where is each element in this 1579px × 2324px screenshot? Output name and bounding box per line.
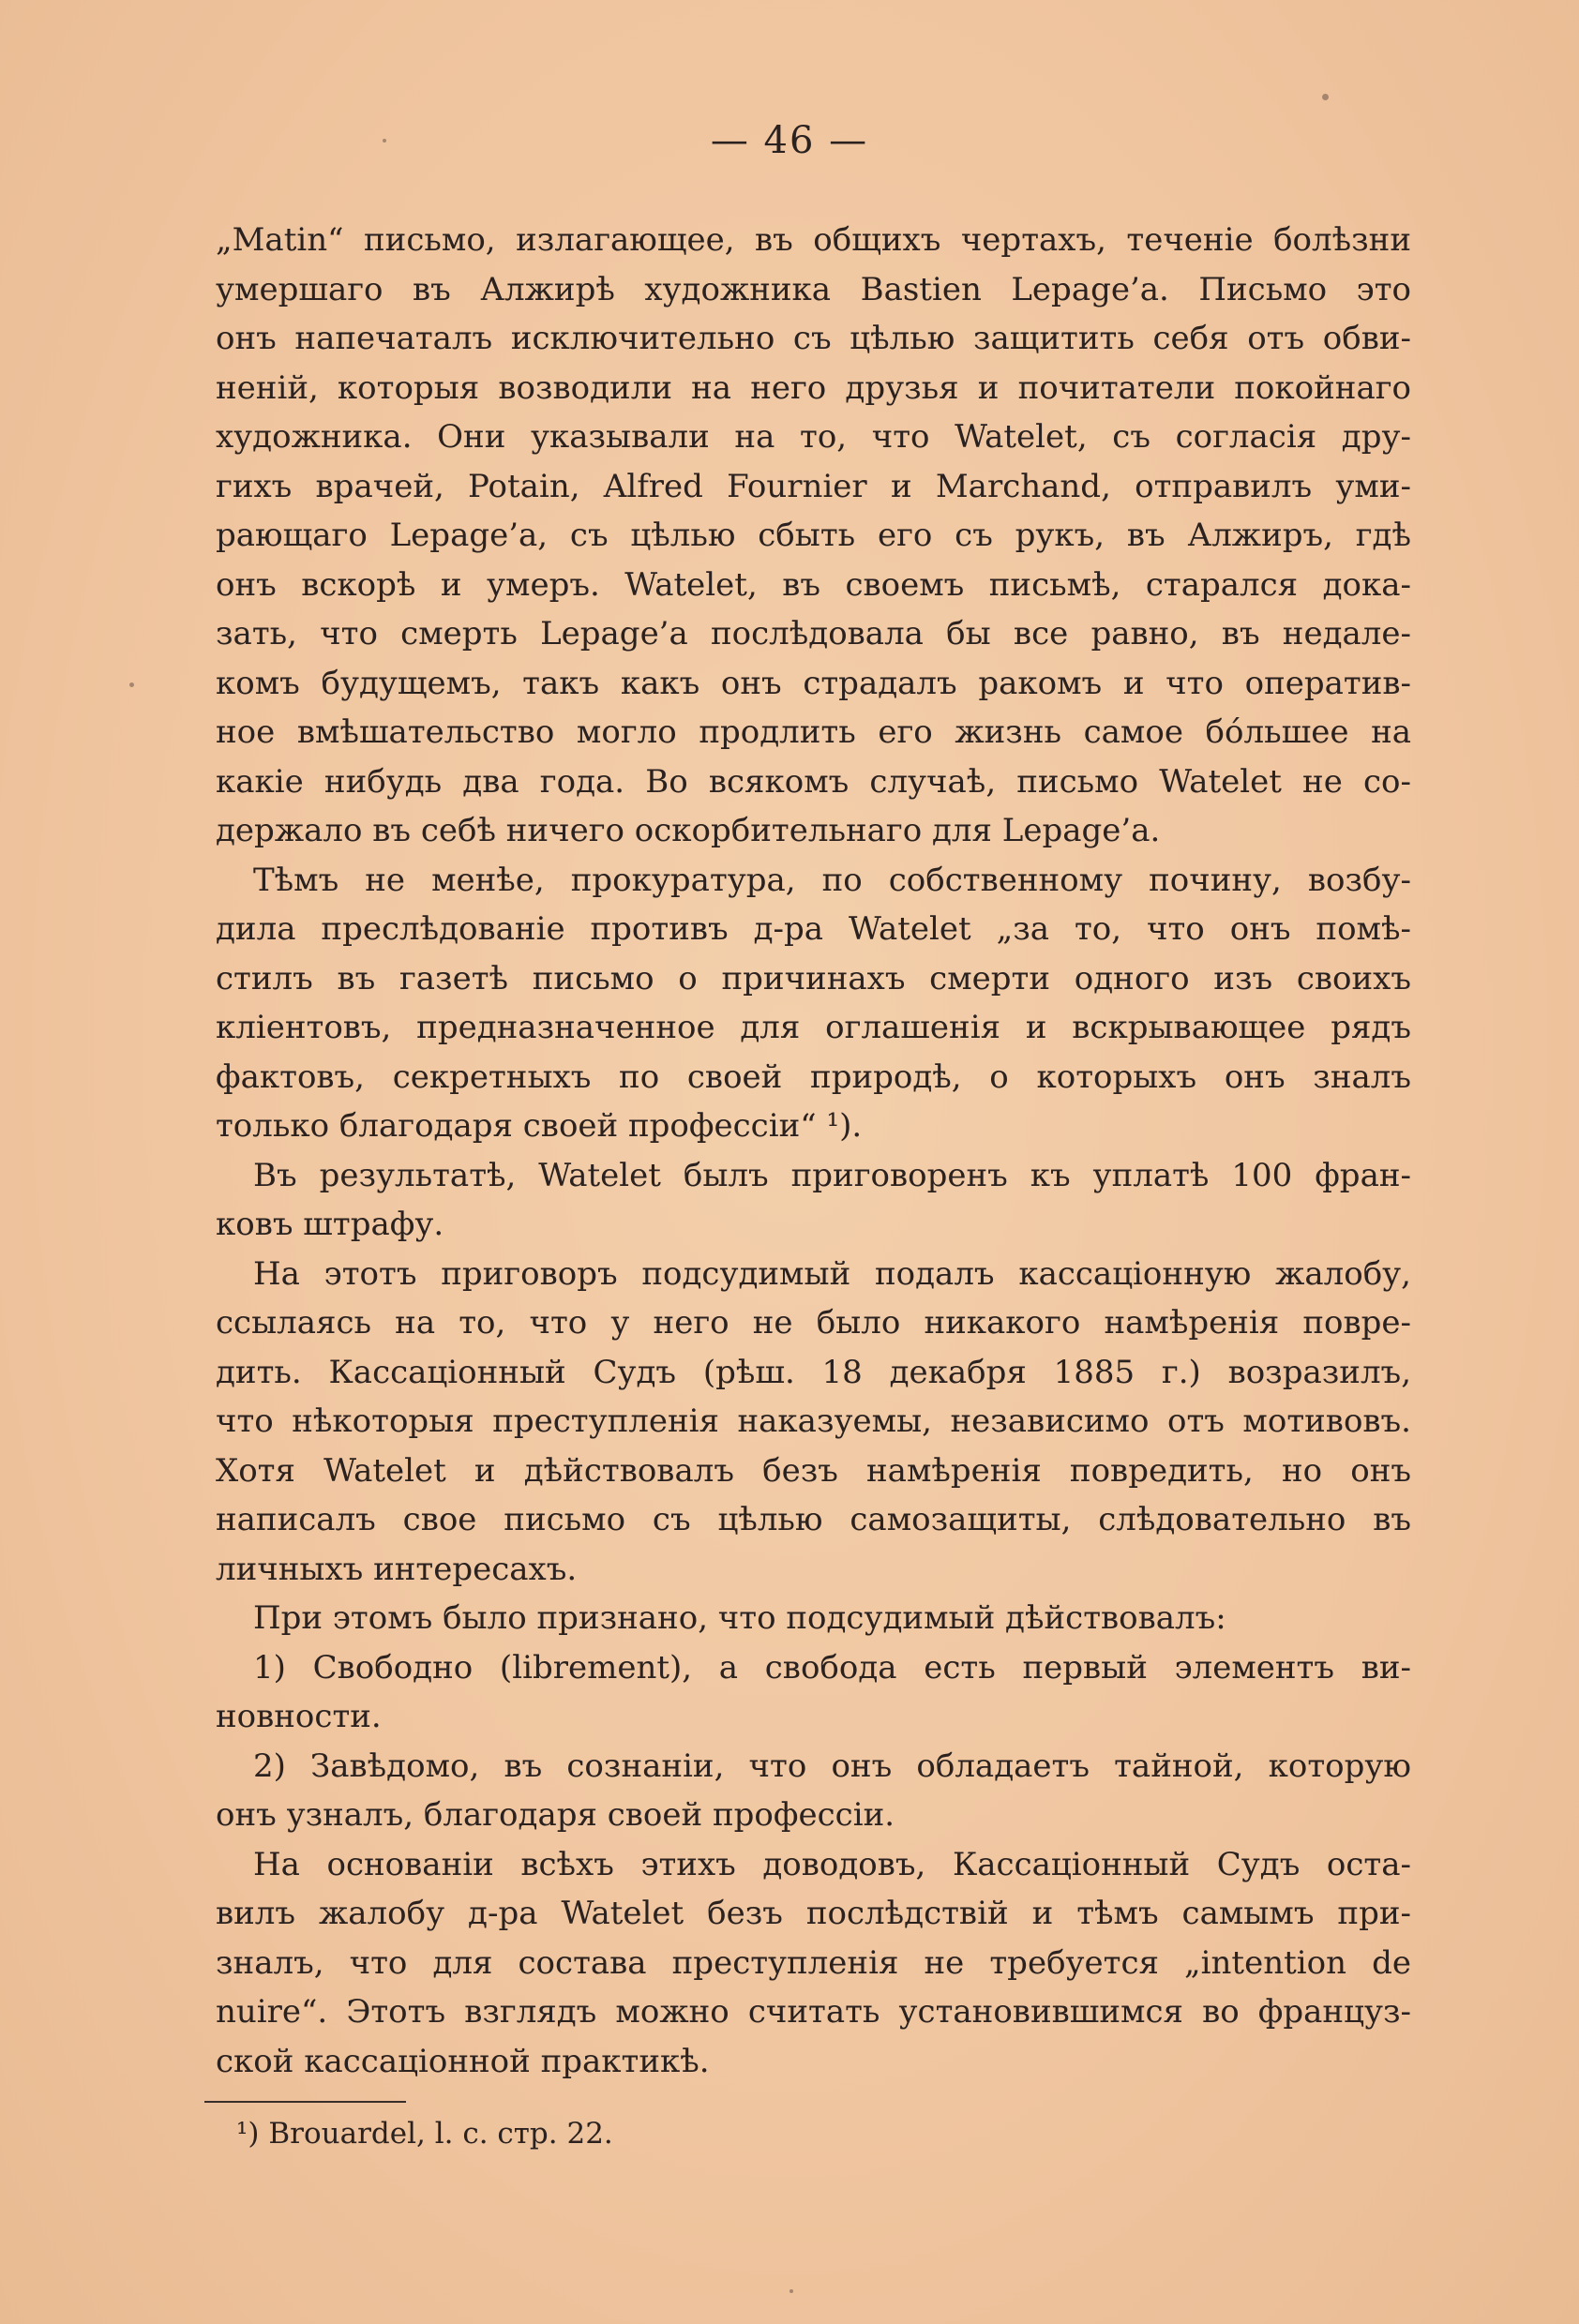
scan-speck [1322, 94, 1329, 100]
text-line: ссылаясь на то, что у него не было никакого намѣренія повре- [216, 1304, 1411, 1342]
page-number: — 46 — [710, 119, 869, 162]
text-line: 1) Свободно (librement), а свобода есть первый элементъ ви- [253, 1648, 1411, 1687]
text-line: новности. [216, 1698, 382, 1735]
text-line: ное вмѣшательство могло продлить его жизнь самое бóльшее на [216, 713, 1411, 751]
body-text [216, 216, 1411, 2086]
text-line: Въ результатѣ, Watelet былъ приговоренъ къ уплатѣ 100 фран- [253, 1156, 1411, 1194]
text-line: кліентовъ, предназначенное для оглашенія и вскрывающее рядъ [216, 1009, 1411, 1046]
text-line: nuire“. Этотъ взглядъ можно считать установившимся во француз- [216, 1993, 1411, 2031]
text-line: неній, которыя возводили на него друзья и почитатели покойнаго [216, 368, 1411, 407]
text-line: стилъ въ газетѣ письмо о причинахъ смерти одного изъ своихъ [216, 959, 1411, 997]
footnote-divider [204, 2101, 406, 2103]
scan-speck [129, 682, 134, 687]
text-line: зналъ, что для состава преступленія не требуется „intention de [216, 1943, 1411, 1982]
text-line: дила преслѣдованіе противъ д-ра Watelet „за то, что онъ помѣ- [216, 910, 1411, 948]
text-line: рающаго Lepage’а, съ цѣлью сбыть его съ рукъ, въ Алжиръ, гдѣ [216, 517, 1411, 554]
text-line: При этомъ было признано, что подсудимый дѣйствовалъ: [253, 1599, 1226, 1637]
text-line: вилъ жалобу д-ра Watelet безъ послѣдствій и тѣмъ самымъ при- [216, 1895, 1411, 1932]
text-line: написалъ свое письмо съ цѣлью самозащиты, слѣдовательно въ [216, 1501, 1411, 1538]
text-line: Тѣмъ не менѣе, прокуратура, по собственному почину, возбу- [253, 861, 1411, 899]
text-line: „Matin“ письмо, излагающее, въ общихъ чертахъ, теченіе болѣзни [216, 221, 1411, 259]
text-line: На основаніи всѣхъ этихъ доводовъ, Кассаціонный Судъ оста- [253, 1845, 1411, 1883]
text-line: онъ напечаталъ исключительно съ цѣлью защитить себя отъ обви- [216, 320, 1411, 357]
text-line: личныхъ интересахъ. [216, 1550, 578, 1588]
text-line: только благодаря своей профессіи“ ¹). [216, 1107, 863, 1145]
scan-speck [790, 2289, 793, 2293]
text-line: Хотя Watelet и дѣйствовалъ безъ намѣренія повредить, но онъ [216, 1451, 1411, 1490]
text-line: гихъ врачей, Potain, Alfred Fournier и Marchand, отправилъ уми- [216, 467, 1411, 505]
text-line: На этотъ приговоръ подсудимый подалъ кассаціонную жалобу, [253, 1254, 1411, 1293]
text-line: умершаго въ Алжирѣ художника Bastien Lepage’а. Письмо это [216, 270, 1411, 308]
text-line: держало въ себѣ ничего оскорбительнаго для Lepage’а. [216, 812, 1161, 849]
text-line: ковъ штрафу. [216, 1206, 444, 1243]
text-line: дить. Кассаціонный Судъ (рѣш. 18 декабря 1885 г.) возразилъ, [216, 1353, 1411, 1391]
text-line: 2) Завѣдомо, въ сознаніи, что онъ обладаетъ тайной, которую [253, 1747, 1411, 1785]
text-line: фактовъ, секретныхъ по своей природѣ, о которыхъ онъ зналъ [216, 1057, 1411, 1096]
text-line: комъ будущемъ, такъ какъ онъ страдалъ ракомъ и что оператив- [216, 664, 1411, 702]
text-line: художника. Они указывали на то, что Watelet, съ согласія дру- [216, 418, 1411, 456]
text-line: онъ узналъ, благодаря своей профессіи. [216, 1796, 895, 1834]
text-line: ской кассаціонной практикѣ. [216, 2042, 710, 2080]
text-line: зать, что смерть Lepage’а послѣдовала бы все равно, въ недале- [216, 615, 1411, 652]
footnote: ¹) Brouardel, l. c. стр. 22. [236, 2117, 613, 2151]
text-line: что нѣкоторыя преступленія наказуемы, независимо отъ мотивовъ. [216, 1402, 1411, 1440]
text-line: какіе нибудь два года. Во всякомъ случаѣ, письмо Watelet не со- [216, 762, 1411, 801]
text-line: онъ вскорѣ и умеръ. Watelet, въ своемъ письмѣ, старался дока- [216, 565, 1411, 604]
scan-speck [383, 139, 386, 142]
